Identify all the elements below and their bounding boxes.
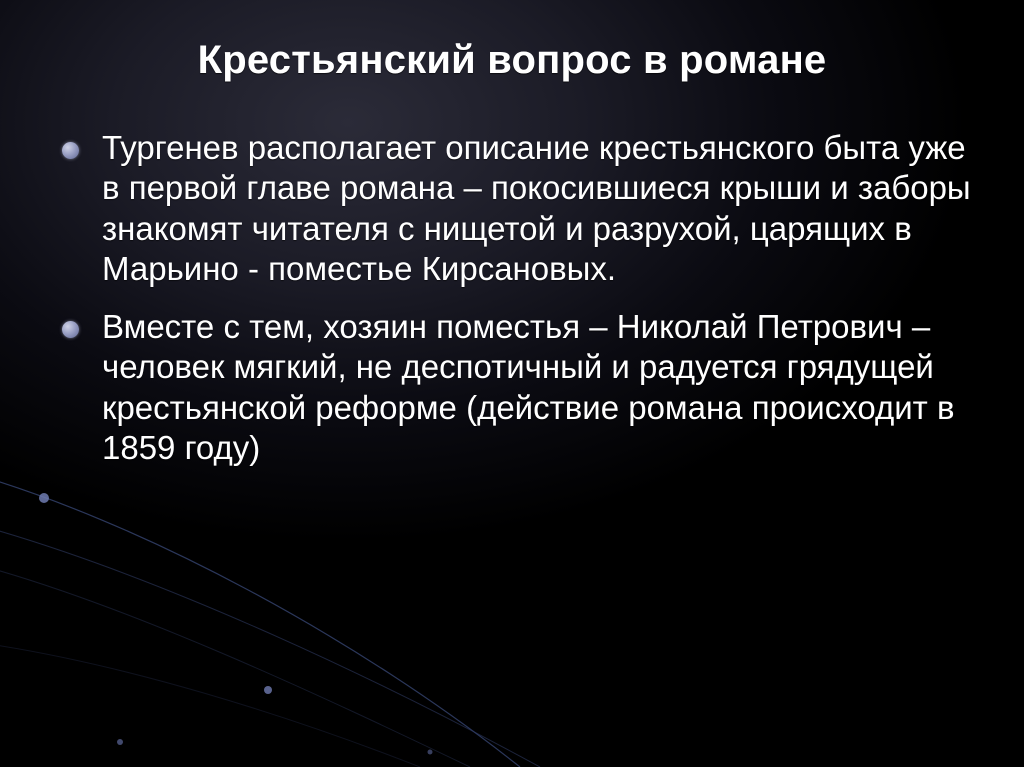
bullet-dot-icon <box>62 142 79 159</box>
bullet-list <box>56 128 986 486</box>
bullet-dot-icon <box>62 321 79 338</box>
list-item <box>56 307 986 468</box>
list-item-text: Вместе с тем, хозяин поместья – Николай Петрович – человек мягкий, не деспотичный и радуется грядущей крестьянской реформе (действие романа происходит в 1859 году) <box>102 308 955 466</box>
list-item-text: Тургенев располагает описание крестьянского быта уже в первой главе романа – покосившиеся крыши и заборы знакомят читателя с нищетой и разрухой, царящих в Марьино - поместье Кирсановых. <box>102 129 971 287</box>
page-title: Крестьянский вопрос в романе <box>197 38 827 82</box>
list-item <box>56 128 986 289</box>
